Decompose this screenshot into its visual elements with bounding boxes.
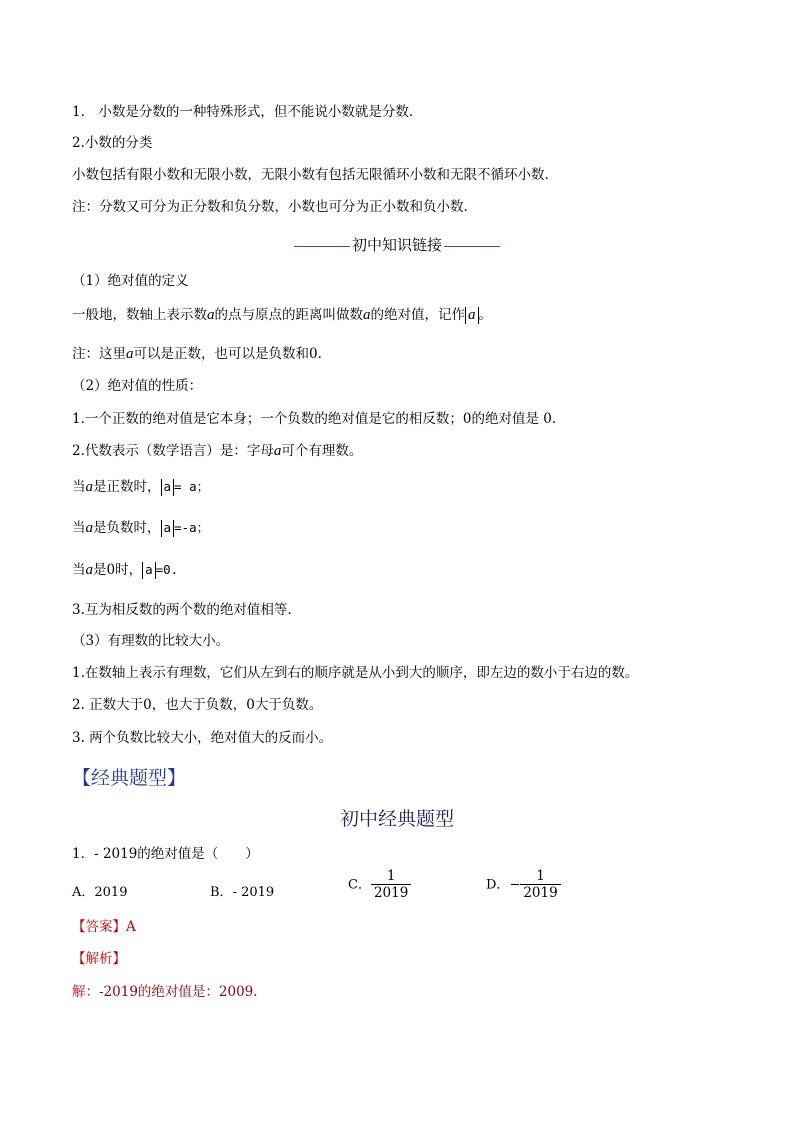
- case-positive: 当a是正数时， a = a；: [72, 479, 210, 495]
- definition-heading: （1）绝对值的定义: [72, 273, 189, 289]
- note-line-4: 注：分数又可分为正分数和负分数，小数也可分为正小数和负小数.: [72, 199, 468, 215]
- property-heading: （2）绝对值的性质：: [72, 378, 203, 394]
- classic-problems-subtitle: 初中经典题型: [339, 808, 454, 830]
- classic-problems-heading: 【经典题型】: [72, 767, 187, 789]
- property-1: 1.一个正数的绝对值是它本身；一个负数的绝对值是它的相反数；0的绝对值是 0.: [72, 411, 557, 427]
- definition-note: 注：这里a可以是正数，也可以是负数和0.: [72, 346, 322, 362]
- compare-heading: （3）有理数的比较大小。: [72, 633, 230, 649]
- option-c: C． $\frac{1}{2019}$: [348, 868, 411, 902]
- question-stem: 1．- 2019的绝对值是（ ）: [72, 846, 259, 862]
- analysis-label: 【解析】: [72, 951, 126, 967]
- answer-line: 【答案】A: [72, 919, 136, 935]
- case-zero: 当a是0时， a =0.: [72, 562, 179, 578]
- option-a: A．2019: [72, 885, 128, 900]
- absolute-value-notation: a: [465, 307, 479, 324]
- compare-2: 2. 正数大于0，也大于负数，0大于负数。: [72, 697, 323, 713]
- compare-3: 3. 两个负数比较大小，绝对值大的反而小。: [72, 730, 333, 746]
- knowledge-link-title: 初中知识链接: [351, 236, 442, 254]
- option-b: B．- 2019: [210, 885, 275, 900]
- divider-right-line: [444, 246, 500, 247]
- property-3: 3.互为相反数的两个数的绝对值相等.: [72, 602, 292, 618]
- knowledge-link-heading: [0, 234, 794, 255]
- compare-1: 1.在数轴上表示有理数，它们从左到右的顺序就是从小到大的顺序，即左边的数小于右边的数。: [72, 665, 639, 681]
- note-line-2: 2.小数的分类: [72, 135, 153, 151]
- note-line-3: 小数包括有限小数和无限小数，无限小数有包括无限循环小数和无限不循环小数.: [72, 167, 549, 183]
- property-2: 2.代数表示（数学语言）是：字母a可个有理数。: [72, 443, 363, 459]
- fraction-c: $\frac{1}{2019}$: [371, 868, 411, 902]
- note-line-1: 1. 小数是分数的一种特殊形式，但不能说小数就是分数.: [72, 104, 414, 120]
- option-d: D．− $\frac{1}{2019}$: [486, 868, 561, 902]
- solution-line: 解：-2019的绝对值是：2009.: [72, 984, 258, 1000]
- fraction-d: $\frac{1}{2019}$: [520, 868, 560, 902]
- divider-left-line: [294, 246, 350, 247]
- definition-text: 一般地，数轴上表示数a的点与原点的距离叫做数a的绝对值，记作 a 。: [72, 307, 492, 323]
- case-negative: 当a是负数时， a =-a；: [72, 520, 210, 536]
